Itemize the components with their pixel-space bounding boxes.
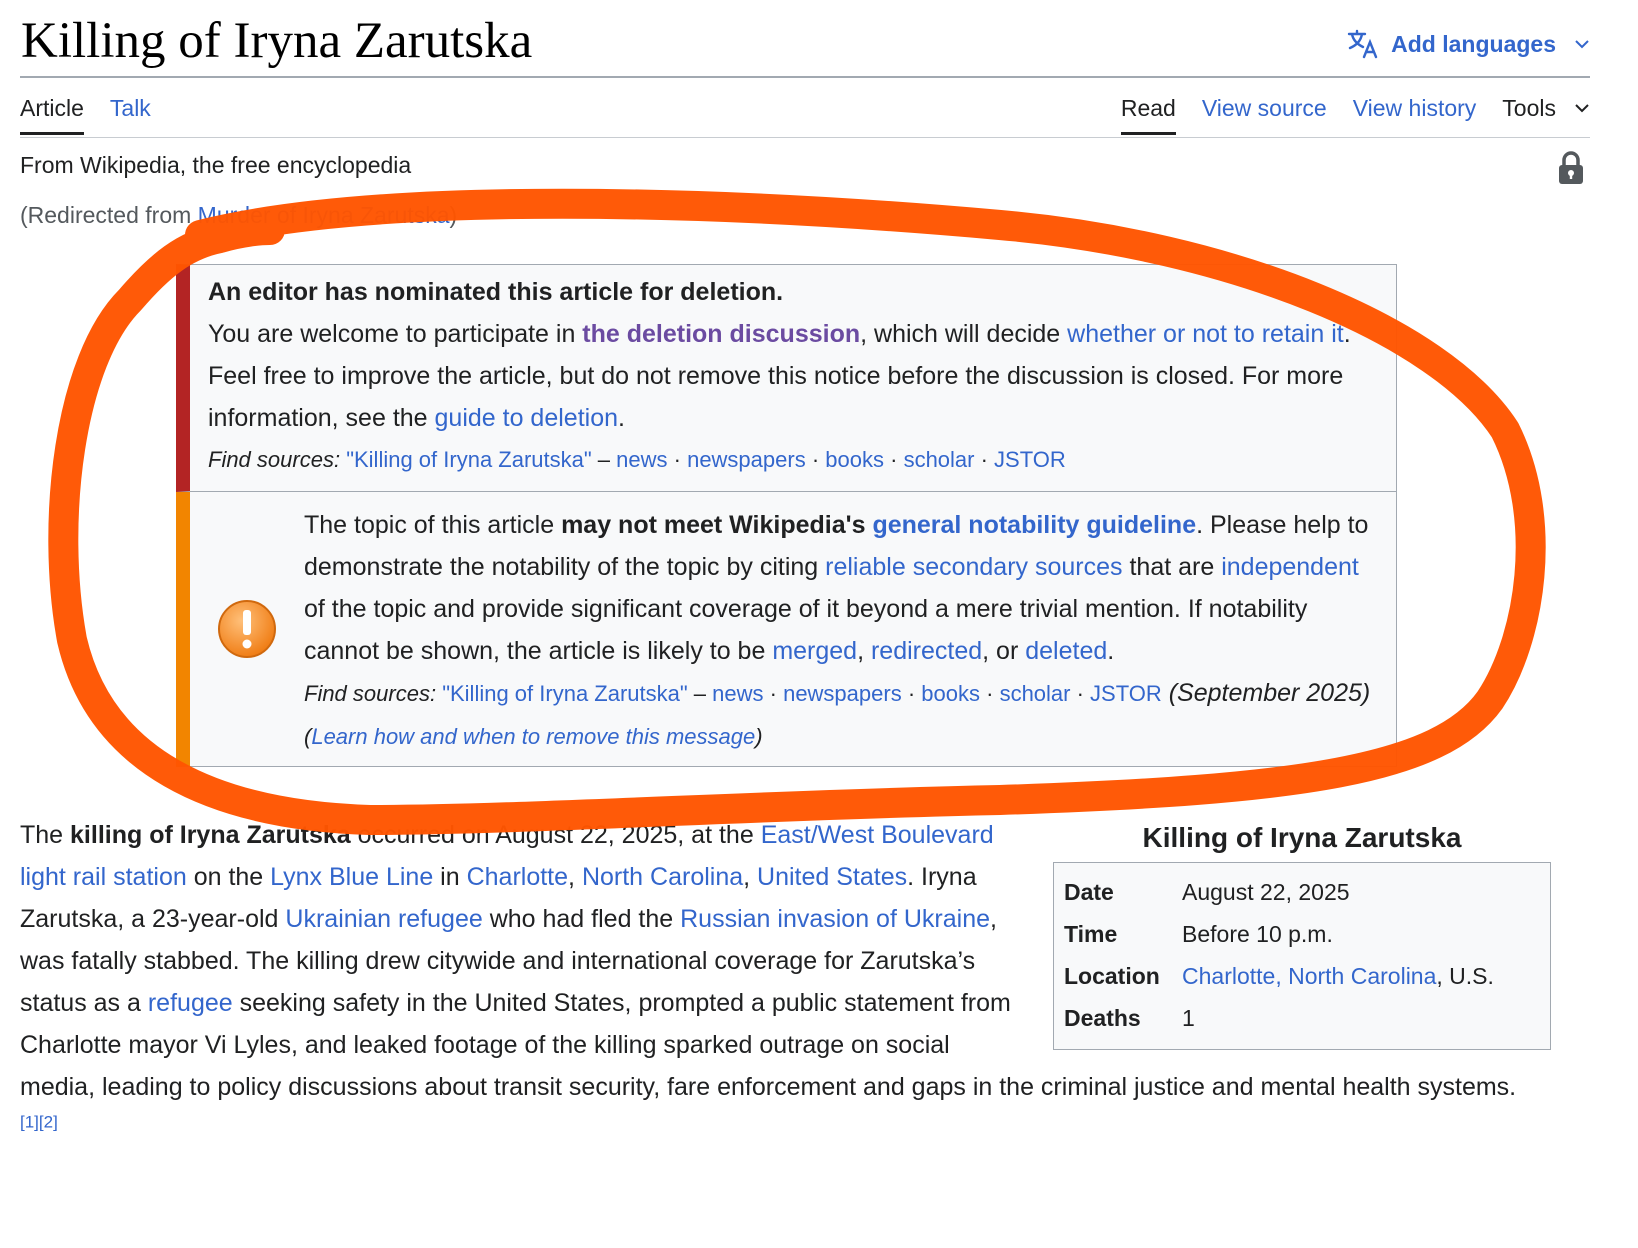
notability-text: The topic of this article may not meet Wikipedia's general notability guideline. Please help to demonstrate the notability of the topic by citing reliable secondary sources that are independent of the topic and provide significant coverage of it beyond a mere trivial mention. If notability cannot be shown, the article is likely to be merged, redirected, or deleted. — [304, 511, 1369, 665]
notability-guideline-link[interactable]: general notability guideline — [872, 511, 1197, 539]
notability-notice — [176, 492, 1397, 767]
find-sources-query-link[interactable]: "Killing of Iryna Zarutska" — [442, 681, 688, 706]
tab-article[interactable]: Article — [20, 95, 84, 135]
lead-paragraph: The killing of Iryna Zarutska occurred on August 22, 2025, at the East/West Boulevard light rail station on the Lynx Blue Line in Charlotte, North Carolina, United States. Iryna Zarutska, a 23-year-old Ukrainian refugee who had fled the Russian invasion of Ukraine, was fatally stabbed. The killing drew citywide and international coverage for Zarutska’s status as a refugee seeking safety in the United States, prompted a public statement from Charlotte mayor Vi Lyles, and leaked footage of the killing sparked outrage on social media, leading to policy discussions about transit security, fare enforcement and gaps in the criminal justice and mental health systems.[1][2] — [20, 821, 1517, 1132]
find-sources-query-link[interactable]: "Killing of Iryna Zarutska" — [346, 447, 592, 472]
redirect-source-link[interactable]: Murder of Iryna Zarutska — [197, 202, 450, 228]
deletion-paragraph-1: You are welcome to participate in the deletion discussion, which will decide whether or not to retain it. — [208, 320, 1351, 348]
refugee-link[interactable]: refugee — [147, 989, 233, 1017]
notice-date: (September 2025) — [1168, 679, 1371, 707]
tab-view-history[interactable]: View history — [1352, 95, 1477, 121]
source-newspapers-link[interactable]: newspapers — [687, 447, 806, 472]
infobox-value: Charlotte, North Carolina, U.S. — [1182, 962, 1494, 989]
source-news-link[interactable]: news — [616, 447, 668, 472]
tab-view-source[interactable]: View source — [1201, 95, 1327, 121]
tab-talk[interactable]: Talk — [109, 95, 151, 121]
deletion-heading: An editor has nominated this article for deletion. — [208, 278, 784, 306]
source-jstor-link[interactable]: JSTOR — [1090, 681, 1162, 706]
location-link[interactable]: Charlotte, North Carolina — [1182, 962, 1437, 989]
view-tabs — [1121, 95, 1590, 135]
deleted-link[interactable]: deleted — [1025, 637, 1108, 665]
title-divider — [20, 76, 1590, 78]
infobox-label: Time — [1064, 920, 1118, 947]
reliable-sources-link[interactable]: reliable secondary sources — [825, 553, 1123, 581]
russian-invasion-link[interactable]: Russian invasion of Ukraine — [680, 905, 991, 933]
source-jstor-link[interactable]: JSTOR — [994, 447, 1066, 472]
guide-to-deletion-link[interactable]: guide to deletion — [434, 404, 618, 432]
source-scholar-link[interactable]: scholar — [903, 447, 975, 472]
reference-2-link[interactable]: [2] — [38, 1112, 58, 1132]
deletion-discussion-link[interactable]: the deletion discussion — [582, 320, 861, 348]
site-tagline: From Wikipedia, the free encyclopedia — [20, 152, 412, 178]
station-link[interactable]: East/West Boulevard light rail station — [20, 821, 994, 891]
deletion-notice — [176, 264, 1397, 492]
find-sources-line: Find sources: "Killing of Iryna Zarutska" – news · newspapers · books · scholar · JSTOR — [208, 447, 1066, 472]
notability-find-sources: Find sources: "Killing of Iryna Zarutska" – news · newspapers · books · scholar · JSTOR (September 2025) (Learn how and when to remove this message) — [304, 679, 1371, 749]
namespace-tabs — [20, 95, 151, 135]
reference-1-link[interactable]: [1] — [20, 1112, 39, 1132]
translate-icon — [1347, 29, 1379, 59]
add-languages-label: Add languages — [1391, 30, 1556, 57]
deletion-paragraph-2: Feel free to improve the article, but do not remove this notice before the discussion is closed. For more information, see the guide to deletion. — [208, 362, 1344, 432]
warning-icon — [216, 598, 278, 660]
page-title: Killing of Iryna Zarutska — [21, 13, 533, 69]
ukrainian-refugee-link[interactable]: Ukrainian refugee — [285, 905, 483, 933]
charlotte-link[interactable]: Charlotte — [466, 863, 569, 891]
redirect-note: (Redirected from Murder of Iryna Zarutska) — [20, 202, 458, 228]
merged-link[interactable]: merged — [772, 637, 858, 665]
infobox-value: August 22, 2025 — [1182, 878, 1350, 905]
infobox-label: Date — [1064, 878, 1114, 905]
infobox-value: 1 — [1182, 1004, 1195, 1031]
infobox-title: Killing of Iryna Zarutska — [1142, 822, 1462, 853]
retain-link[interactable]: whether or not to retain it — [1067, 320, 1344, 348]
tabs-divider — [20, 137, 1590, 138]
source-books-link[interactable]: books — [825, 447, 884, 472]
independent-link[interactable]: independent — [1221, 553, 1359, 581]
lock-icon[interactable] — [1556, 150, 1586, 186]
learn-remove-message-link[interactable]: Learn how and when to remove this message — [311, 724, 756, 749]
source-books-link[interactable]: books — [921, 681, 980, 706]
source-scholar-link[interactable]: scholar — [999, 681, 1071, 706]
source-newspapers-link[interactable]: newspapers — [783, 681, 902, 706]
source-news-link[interactable]: news — [712, 681, 764, 706]
infobox-label: Deaths — [1064, 1004, 1141, 1031]
maintenance-notices — [176, 264, 1397, 767]
add-languages-button[interactable] — [1347, 26, 1590, 62]
united-states-link[interactable]: United States — [757, 863, 908, 891]
tools-label: Tools — [1502, 95, 1556, 121]
north-carolina-link[interactable]: North Carolina — [581, 863, 744, 891]
infobox-value: Before 10 p.m. — [1182, 920, 1333, 947]
redirected-link[interactable]: redirected — [870, 637, 983, 665]
lynx-blue-line-link[interactable]: Lynx Blue Line — [270, 863, 434, 891]
tab-read[interactable]: Read — [1121, 95, 1176, 135]
chevron-down-icon — [1574, 39, 1590, 49]
tools-menu[interactable] — [1502, 95, 1590, 135]
infobox-label: Location — [1064, 962, 1160, 989]
chevron-down-icon — [1574, 95, 1590, 119]
